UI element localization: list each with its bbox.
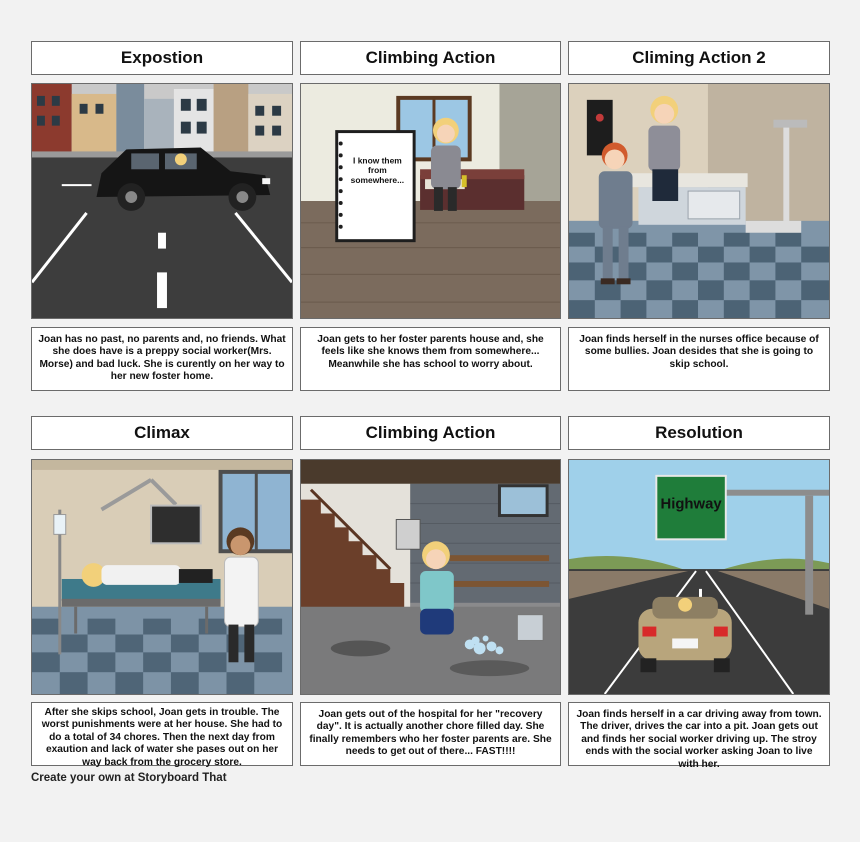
panel-4-scene <box>31 459 293 695</box>
panel-2-scene <box>300 83 561 319</box>
panel-2-caption: Joan gets to her foster parents house and, she feels like she knows them from somewhere... Meanwhile she has school to worry about. <box>300 327 561 391</box>
panel-6-scene <box>568 459 830 695</box>
panel-6-caption: Joan finds herself in a car driving away from town. The driver, drives the car into a pit. Joan gets out and finds her social worker driving up. The stroy ends with the social worker asking Joan to live with her. <box>568 702 830 766</box>
panel-3-scene <box>568 83 830 319</box>
panel-3-title: Climing Action 2 <box>568 41 830 75</box>
panel-5-caption: Joan gets out of the hospital for her "recovery day". It is actually another chore filled day. She finally remembers who her foster parents are. She needs to get out of there... FAST!!!! <box>300 702 561 766</box>
panel-3-caption: Joan finds herself in the nurses office because of some bullies. Joan desides that she is going to skip school. <box>568 327 830 391</box>
panel-6-title: Resolution <box>568 416 830 450</box>
notebook-text: I know them from somewhere... <box>350 155 405 186</box>
highway-sign-text: Highway <box>660 495 722 513</box>
panel-1-title: Expostion <box>31 41 293 75</box>
panel-1-caption: Joan has no past, no parents and, no friends. What she does have is a preppy social worker(Mrs. Morse) and bad luck. She is curently on her way to her new foster home. <box>31 327 293 391</box>
panel-4-title: Climax <box>31 416 293 450</box>
storyboard-footer: Create your own at Storyboard That <box>31 772 227 784</box>
panel-1-scene <box>31 83 293 319</box>
panel-2-title: Climbing Action <box>300 41 561 75</box>
panel-5-scene <box>300 459 561 695</box>
panel-4-caption: After she skips school, Joan gets in trouble. The worst punishments were at her house. She had to do a total of 34 chores. Then the next day from exaution and lack of water she pases out on her way back from the grocery store. <box>31 702 293 766</box>
panel-5-title: Climbing Action <box>300 416 561 450</box>
